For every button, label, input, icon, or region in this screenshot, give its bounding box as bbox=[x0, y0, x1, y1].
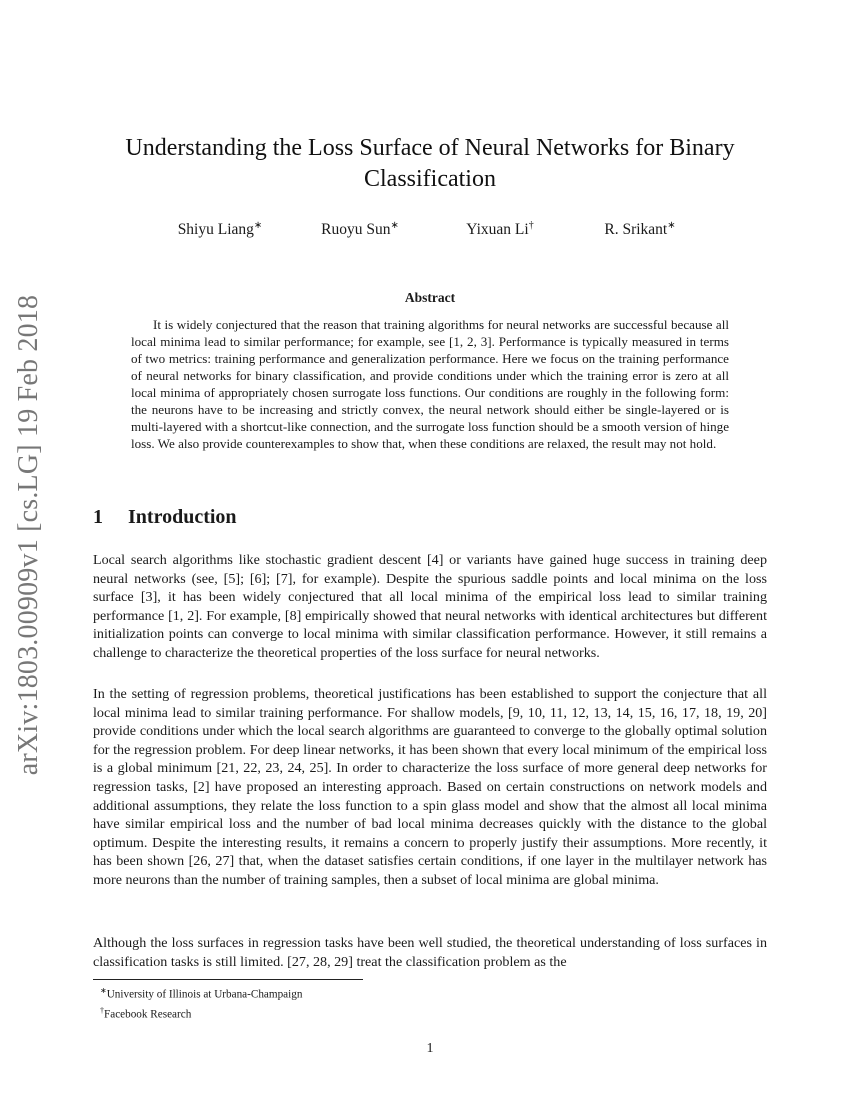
author bbox=[290, 220, 430, 239]
body-paragraph: Although the loss surfaces in regression tasks have been well studied, the theoretical understanding of loss surfaces in classification tasks is still limited. [27, 28, 29] treat the classification problem as the bbox=[93, 935, 767, 970]
author bbox=[570, 220, 710, 239]
author-name: Yixuan Li bbox=[466, 221, 529, 239]
abstract-heading: Abstract bbox=[404, 290, 456, 305]
footnote bbox=[100, 1003, 600, 1023]
author-name: Shiyu Liang bbox=[177, 221, 254, 239]
body-paragraph: In the setting of regression problems, theoretical justifications has been established to support the conjecture that all local minima lead to similar training performance. For shallow models, [9, 10, 11, 12, 13, 14, 15, 16, 17, 18, 19, 20] provide conditions under which the local search algorithms are guaranteed to converge to the globally optimal solution for the regression problem. For deep linear networks, it has been shown that every local minimum of the empirical loss is a global minimum [21, 22, 23, 24, 25]. In order to characterize the loss surface of more general deep networks for regression tasks, [2] have proposed an interesting approach. Based on certain constructions on network models and additional assumptions, they relate the loss function to a spin glass model and show that the almost all local minima have similar empirical loss and the number of bad local minima decreases quickly with the distance to the global optimum. Despite the interesting results, it remains a concern to properly justify their assumptions. More recently, it has been shown [26, 27] that, when the dataset satisfies certain conditions, if one layer in the multilayer network has more neurons than the number of training samples, then a subset of local minima are global minima. bbox=[93, 686, 767, 888]
section-heading bbox=[93, 506, 493, 529]
footnote-divider bbox=[93, 979, 363, 980]
arxiv-identifier: arXiv:1803.00909v1 [cs.LG] 19 Feb 2018 bbox=[13, 295, 44, 775]
affiliation-mark: ∗ bbox=[390, 220, 399, 231]
author-name: Ruoyu Sun bbox=[321, 221, 391, 239]
footnote-text: University of Illinois at Urbana-Champaign bbox=[106, 988, 303, 1001]
section-number: 1 bbox=[93, 506, 103, 528]
author-list bbox=[120, 220, 740, 239]
affiliation-mark: ∗ bbox=[253, 220, 263, 231]
footnote-mark: † bbox=[100, 1006, 104, 1016]
author bbox=[430, 220, 570, 239]
author bbox=[150, 220, 290, 239]
abstract-text: It is widely conjectured that the reason that training algorithms for neural networks are successful because all local minima lead to similar performance; for example, see [1, 2, 3]. Performance is typically measured in terms of two metrics: training performance and generalization performance. Here we focus on the training performance of neural networks for binary classification, and provide conditions under which the training error is zero at all local minima of appropriately chosen surrogate loss functions. Our conditions are roughly in the following form: the neurons have to be increasing and strictly convex, the neural network should either be single-layered or is multi-layered with a shortcut-like connection, and the surrogate loss function should be a smooth version of hinge loss. We also provide counterexamples to show that, when these conditions are relaxed, the result may not hold. bbox=[131, 317, 729, 451]
section-title: Introduction bbox=[128, 506, 237, 528]
body-paragraph: Local search algorithms like stochastic gradient descent [4] or variants have gained huge success in training deep neural networks (see, [5]; [6]; [7], for example). Despite the spurious saddle points and local minima on the loss surface [3], it has been widely conjectured that all local minima of the empirical loss lead to similar training performance [1, 2]. For example, [8] empirically showed that neural networks with identical architectures but different initialization points can converge to local minima with similar classification performance. However, it still remains a challenge to characterize the theoretical properties of the loss surface for neural networks. bbox=[93, 552, 767, 661]
footnotes bbox=[100, 983, 600, 1023]
footnote bbox=[100, 983, 600, 1003]
arxiv-side-stamp bbox=[6, 295, 52, 775]
footnote-text: Facebook Research bbox=[104, 1008, 192, 1021]
paper-title: Understanding the Loss Surface of Neural Networks for Binary Classification bbox=[125, 135, 735, 192]
page-number: 1 bbox=[426, 1041, 434, 1056]
affiliation-mark: † bbox=[528, 220, 534, 231]
footnote-mark: ∗ bbox=[100, 986, 107, 995]
affiliation-mark: ∗ bbox=[667, 220, 676, 231]
author-name: R. Srikant bbox=[604, 221, 668, 239]
